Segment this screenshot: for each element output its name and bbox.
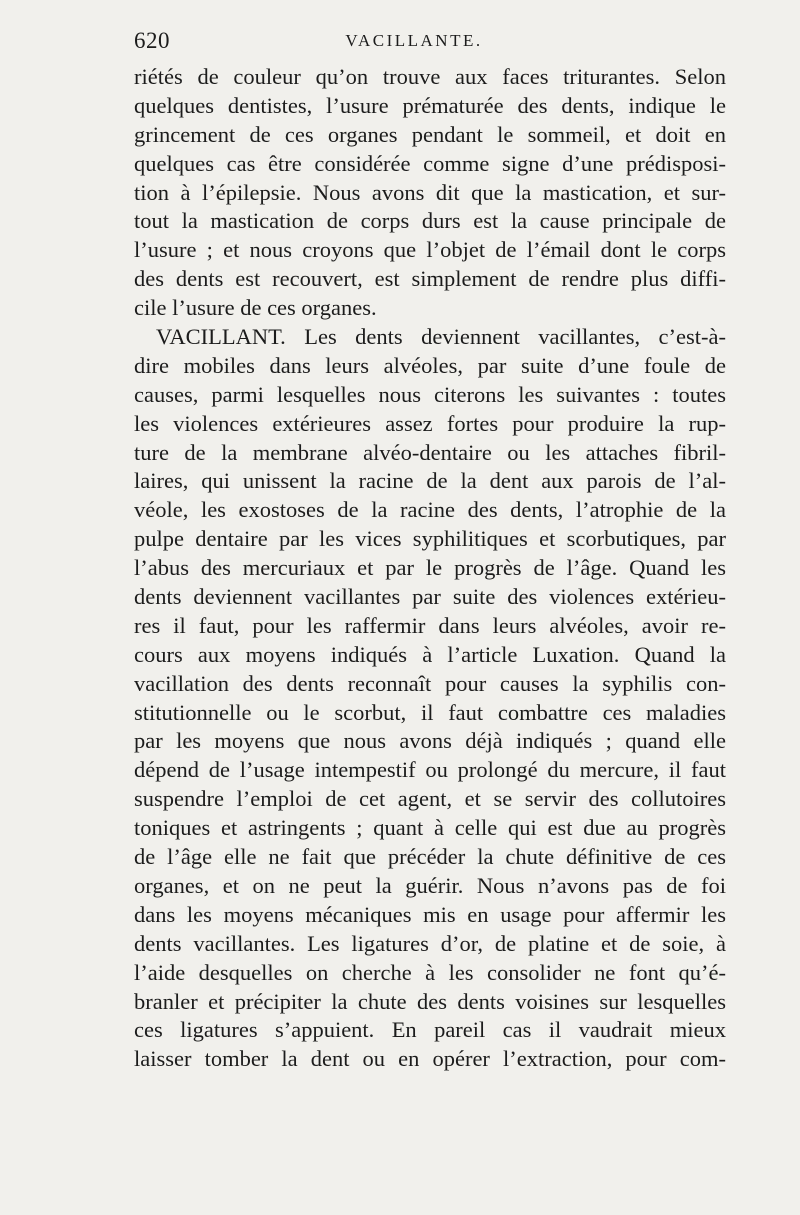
- text-line: res il faut, pour les raffermir dans leurs alvéoles, avoir re-: [134, 612, 726, 638]
- text-line: dépend de l’usage intempestif ou prolongé du mercure, il faut: [134, 757, 726, 783]
- text-line: véole, les exostoses de la racine des dents, l’atrophie de la: [134, 497, 726, 523]
- text-line: des dents est recouvert, est simplement de rendre plus diffi-: [134, 266, 726, 292]
- text-line: cile l’usure de ces organes.: [134, 295, 377, 321]
- text-line: dans les moyens mécaniques mis en usage pour affermir les: [134, 901, 726, 927]
- text-line: suspendre l’emploi de cet agent, et se servir des collutoires: [134, 786, 726, 812]
- text-line: grincement de ces organes pendant le sommeil, et doit en: [134, 121, 726, 147]
- text-line: causes, parmi lesquelles nous citerons les suivantes : toutes: [134, 381, 726, 407]
- text-line: vacillation des dents reconnaît pour causes la syphilis con-: [134, 670, 726, 696]
- text-line: par les moyens que nous avons déjà indiqués ; quand elle: [134, 728, 726, 754]
- page-number: 620: [134, 28, 170, 53]
- running-head: VACILLANTE.: [345, 31, 483, 50]
- text-line: stitutionnelle ou le scorbut, il faut combattre ces maladies: [134, 699, 726, 725]
- text-line: tion à l’épilepsie. Nous avons dit que la mastication, et sur-: [134, 179, 726, 205]
- text-line: quelques dentistes, l’usure prématurée des dents, indique le: [134, 92, 726, 118]
- text-line: tout la mastication de corps durs est la cause principale de: [134, 208, 726, 234]
- text-line: dire mobiles dans leurs alvéoles, par suite d’une foule de: [134, 352, 726, 378]
- text-line: ces ligatures s’appuient. En pareil cas il vaudrait mieux: [134, 1017, 726, 1043]
- text-line: dents deviennent vacillantes par suite des violences extérieu-: [134, 584, 726, 610]
- text-line: quelques cas être considérée comme signe d’une prédisposi-: [134, 150, 726, 176]
- entry-vacillant-line: VACILLANT. Les dents deviennent vacillantes, c’est-à-: [156, 324, 726, 350]
- text-line: ture de la membrane alvéo-dentaire ou les attaches fibril-: [134, 439, 726, 465]
- text-line: l’usure ; et nous croyons que l’objet de l’émail dont le corps: [134, 237, 726, 263]
- text-line: cours aux moyens indiqués à l’article Luxation. Quand la: [134, 641, 726, 667]
- text-line: de l’âge elle ne fait que précéder la chute définitive de ces: [134, 844, 726, 870]
- text-line: organes, et on ne peut la guérir. Nous n’avons pas de foi: [134, 872, 726, 898]
- page-header: [128, 28, 700, 58]
- body-text: [134, 63, 726, 1074]
- text-line: pulpe dentaire par les vices syphilitiques et scorbutiques, par: [134, 526, 726, 552]
- text-line: dents vacillantes. Les ligatures d’or, de platine et de soie, à: [134, 930, 726, 956]
- text-line: riétés de couleur qu’on trouve aux faces triturantes. Selon: [134, 64, 726, 89]
- text-line: laires, qui unissent la racine de la dent aux parois de l’al-: [134, 468, 726, 494]
- text-line: l’abus des mercuriaux et par le progrès de l’âge. Quand les: [134, 555, 726, 581]
- text-line: toniques et astringents ; quant à celle qui est due au progrès: [134, 815, 726, 841]
- text-line: branler et précipiter la chute des dents voisines sur lesquelles: [134, 988, 726, 1014]
- text-line: l’aide desquelles on cherche à les consolider ne font qu’é-: [134, 959, 726, 985]
- text-line: les violences extérieures assez fortes pour produire la rup-: [134, 410, 726, 436]
- text-line: laisser tomber la dent ou en opérer l’extraction, pour com-: [134, 1046, 726, 1072]
